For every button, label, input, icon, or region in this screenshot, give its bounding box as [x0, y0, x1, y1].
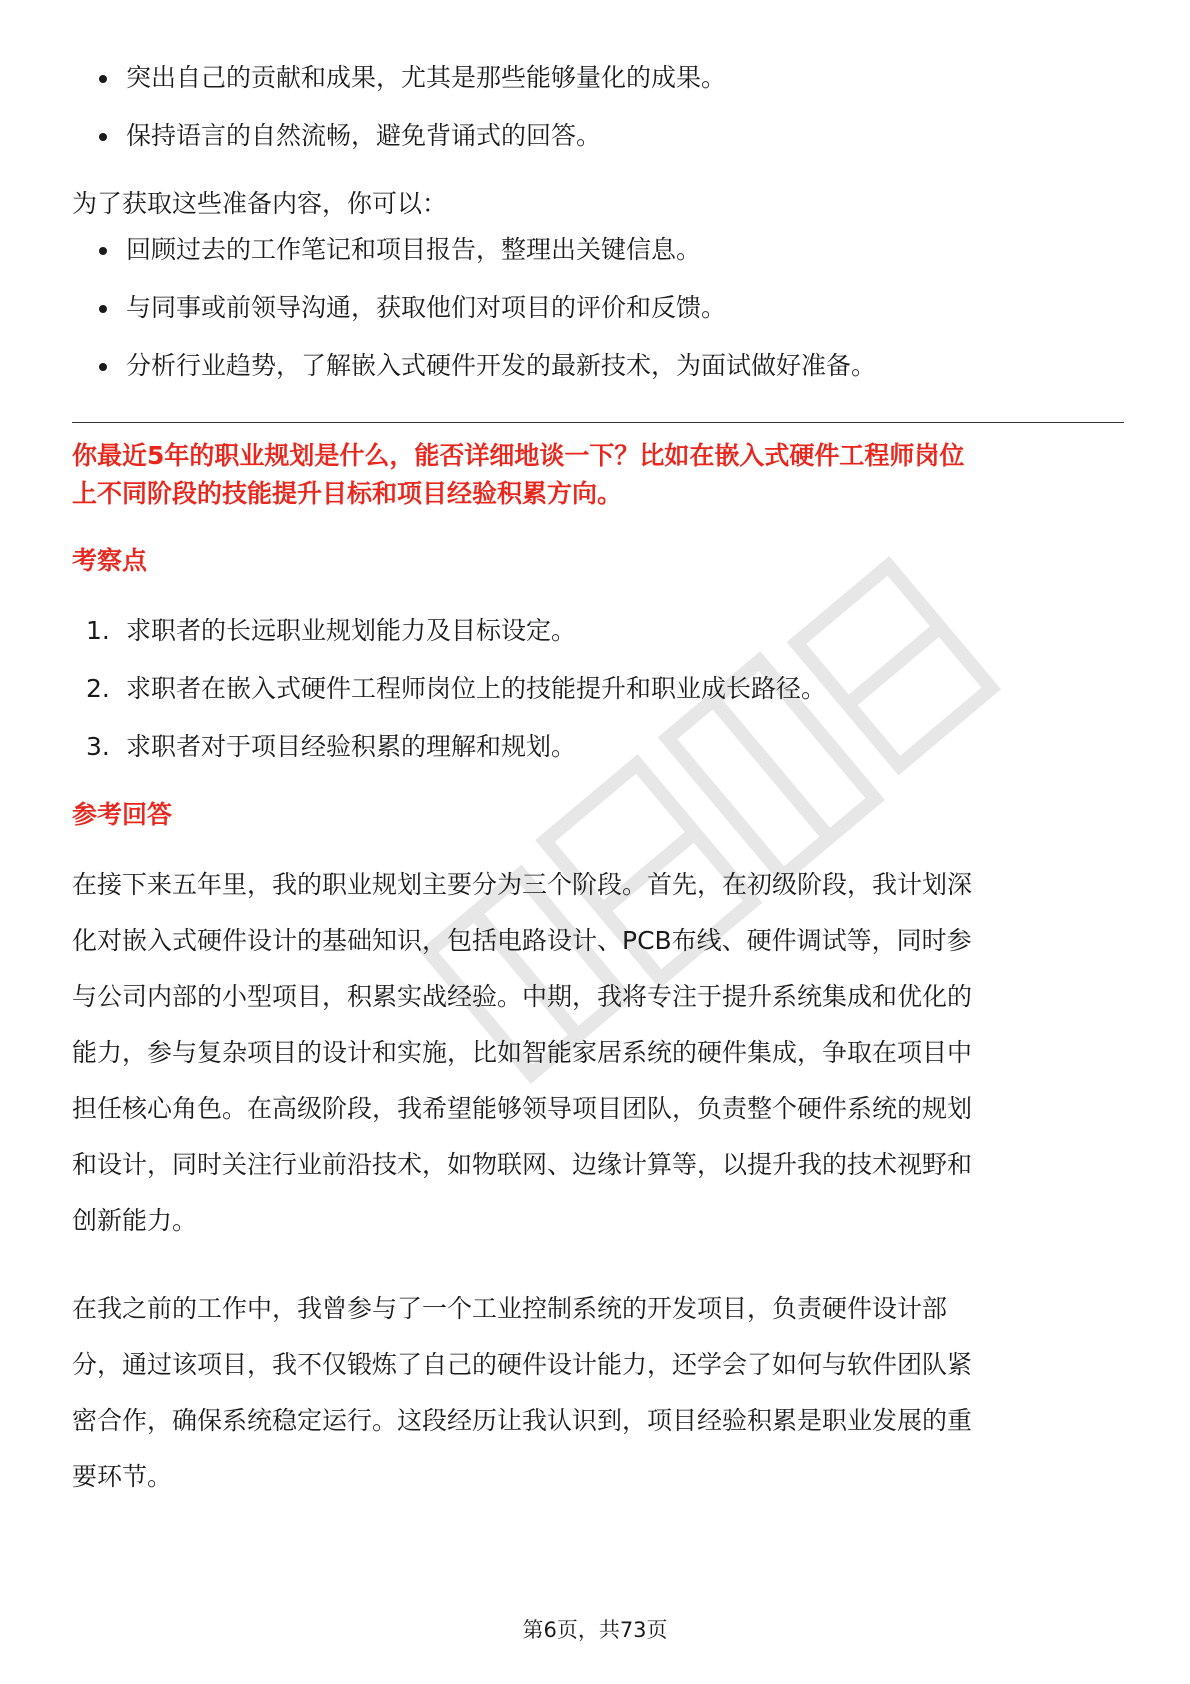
answer-paragraph-2 — [72, 1281, 1122, 1505]
answer-paragraph-1 — [72, 857, 1122, 1249]
list-item-number: 3. — [86, 732, 110, 761]
list-item-text: 求职者的长远职业规划能力及目标设定。 — [126, 616, 577, 645]
list-item-text: 求职者对于项目经验积累的理解和规划。 — [126, 732, 577, 761]
list-item-text: 回顾过去的工作笔记和项目报告，整理出关键信息。 — [126, 235, 702, 264]
intro-text: 为了获取这些准备内容，你可以： — [72, 189, 448, 218]
section-divider — [72, 422, 1124, 423]
paragraph-line: 要环节。 — [72, 1462, 173, 1491]
list-item-number: 1. — [86, 616, 110, 645]
list-item-text: 与同事或前领导沟通，获取他们对项目的评价和反馈。 — [126, 293, 727, 322]
paragraph-line: 担任核心角色。在高级阶段，我希望能够领导项目团队，负责整个硬件系统的规划 — [72, 1094, 973, 1123]
list-item — [72, 348, 1122, 384]
list-item-number: 2. — [86, 674, 110, 703]
paragraph-line: 创新能力。 — [72, 1206, 198, 1235]
paragraph-line: 密合作，确保系统稳定运行。这段经历让我认识到，项目经验积累是职业发展的重 — [72, 1406, 973, 1435]
page-number-footer: 第6页，共73页 — [522, 1618, 668, 1642]
paragraph-line: 与公司内部的小型项目，积累实战经验。中期，我将专注于提升系统集成和优化的 — [72, 982, 973, 1011]
paragraph-spacer — [72, 1249, 1122, 1281]
assessment-list — [72, 613, 1122, 765]
list-item — [72, 290, 1122, 326]
paragraph-line: 能力，参与复杂项目的设计和实施，比如智能家居系统的硬件集成，争取在项目中 — [72, 1038, 973, 1067]
bullet-icon — [99, 363, 107, 371]
bullet-icon — [99, 133, 107, 141]
list-item — [72, 60, 1122, 96]
answer-heading: 参考回答 — [72, 800, 173, 829]
question-line: 你最近5年的职业规划是什么，能否详细地谈一下？比如在嵌入式硬件工程师岗位 — [72, 441, 965, 470]
question-title — [72, 437, 1122, 513]
prep-bullet-list — [72, 232, 1122, 384]
paragraph-line: 化对嵌入式硬件设计的基础知识，包括电路设计、PCB布线、硬件调试等，同时参 — [72, 926, 972, 955]
list-item-text: 突出自己的贡献和成果，尤其是那些能够量化的成果。 — [126, 63, 727, 92]
paragraph-line: 在接下来五年里，我的职业规划主要分为三个阶段。首先，在初级阶段，我计划深 — [72, 870, 973, 899]
paragraph-line: 在我之前的工作中，我曾参与了一个工业控制系统的开发项目，负责硬件设计部 — [72, 1294, 948, 1323]
list-item-text: 保持语言的自然流畅，避免背诵式的回答。 — [126, 121, 602, 150]
document-content — [72, 60, 1122, 1505]
question-line: 上不同阶段的技能提升目标和项目经验积累方向。 — [72, 479, 623, 508]
list-item — [72, 671, 1122, 707]
paragraph-line: 分，通过该项目，我不仅锻炼了自己的硬件设计能力，还学会了如何与软件团队紧 — [72, 1350, 973, 1379]
list-item-text: 分析行业趋势，了解嵌入式硬件开发的最新技术，为面试做好准备。 — [126, 351, 877, 380]
assessment-heading: 考察点 — [72, 546, 148, 575]
bullet-icon — [99, 305, 107, 313]
bullet-icon — [99, 247, 107, 255]
list-item-text: 求职者在嵌入式硬件工程师岗位上的技能提升和职业成长路径。 — [126, 674, 827, 703]
bullet-icon — [99, 75, 107, 83]
list-item — [72, 613, 1122, 649]
list-item — [72, 232, 1122, 268]
paragraph-line: 和设计，同时关注行业前沿技术，如物联网、边缘计算等，以提升我的技术视野和 — [72, 1150, 973, 1179]
list-item — [72, 729, 1122, 765]
top-bullet-list — [72, 60, 1122, 154]
list-item — [72, 118, 1122, 154]
